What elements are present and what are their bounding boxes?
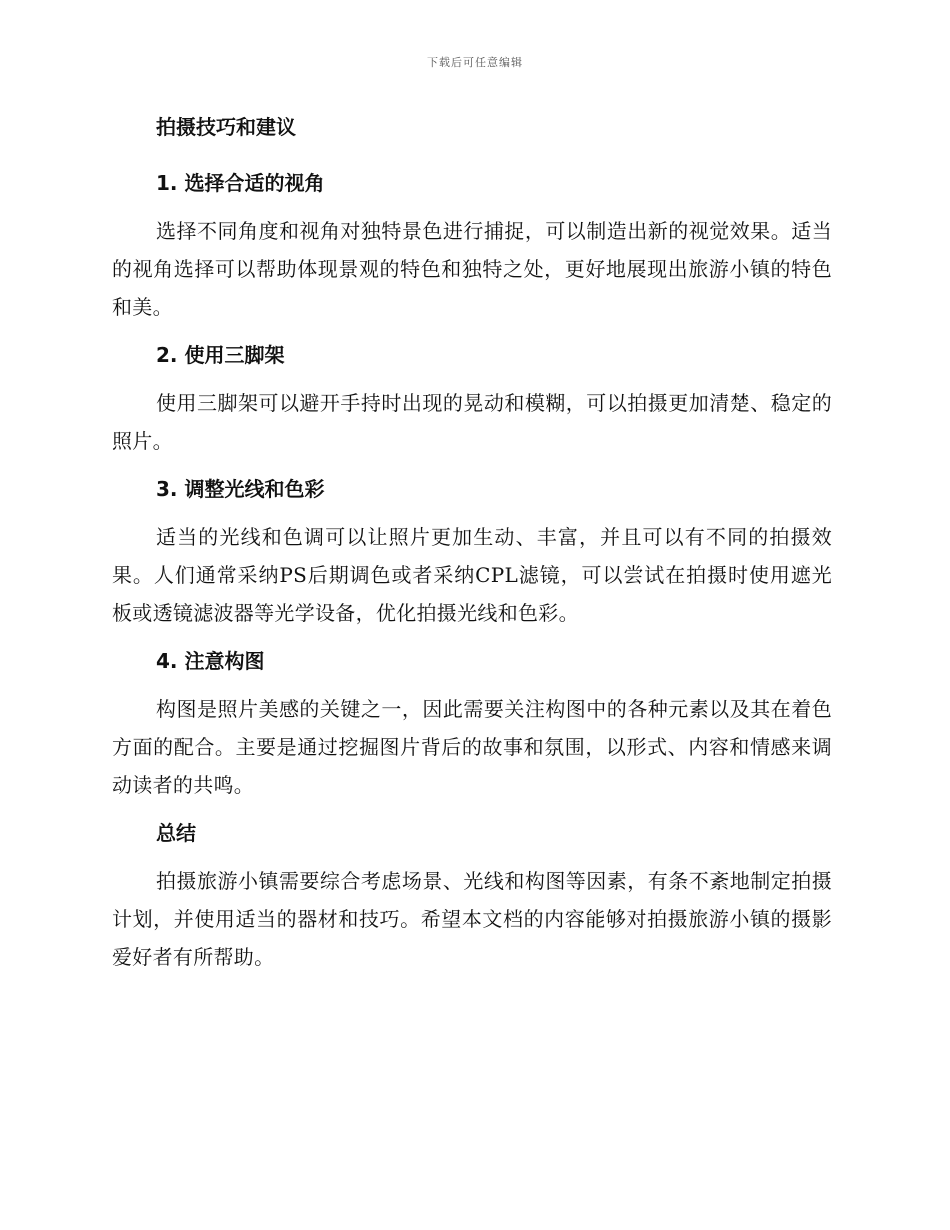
section-2	[112, 336, 832, 460]
section-paragraph: 构图是照片美感的关键之一，因此需要关注构图中的各种元素以及其在着色方面的配合。主要是通过挖掘图片背后的故事和氛围，以形式、内容和情感来调动读者的共鸣。	[112, 697, 832, 797]
section-paragraph: 使用三脚架可以避开手持时出现的晃动和模糊，可以拍摄更加清楚、稳定的照片。	[112, 391, 832, 453]
section-3	[112, 470, 832, 632]
section-heading: 1. 选择合适的视角	[156, 171, 325, 195]
summary-paragraph: 拍摄旅游小镇需要综合考虑场景、光线和构图等因素，有条不紊地制定拍摄计划，并使用适当的器材和技巧。希望本文档的内容能够对拍摄旅游小镇的摄影爱好者有所帮助。	[112, 869, 832, 969]
section-paragraph: 选择不同角度和视角对独特景色进行捕捉，可以制造出新的视觉效果。适当的视角选择可以帮助体现景观的特色和独特之处，更好地展现出旅游小镇的特色和美。	[112, 219, 832, 319]
section-heading: 2. 使用三脚架	[156, 343, 285, 367]
summary-section	[112, 814, 832, 976]
section-1	[112, 164, 832, 326]
section-4	[112, 642, 832, 804]
section-paragraph: 适当的光线和色调可以让照片更加生动、丰富，并且可以有不同的拍摄效果。人们通常采纳PS后期调色或者采纳CPL滤镜，可以尝试在拍摄时使用遮光板或透镜滤波器等光学设备，优化拍摄光线和色彩。	[112, 525, 832, 625]
section-heading: 3. 调整光线和色彩	[156, 477, 325, 501]
header-note: 下载后可任意编辑	[427, 56, 523, 69]
document-title: 拍摄技巧和建议	[156, 115, 296, 139]
section-heading: 4. 注意构图	[156, 649, 265, 673]
summary-heading: 总结	[156, 821, 196, 845]
document-body	[112, 108, 832, 976]
